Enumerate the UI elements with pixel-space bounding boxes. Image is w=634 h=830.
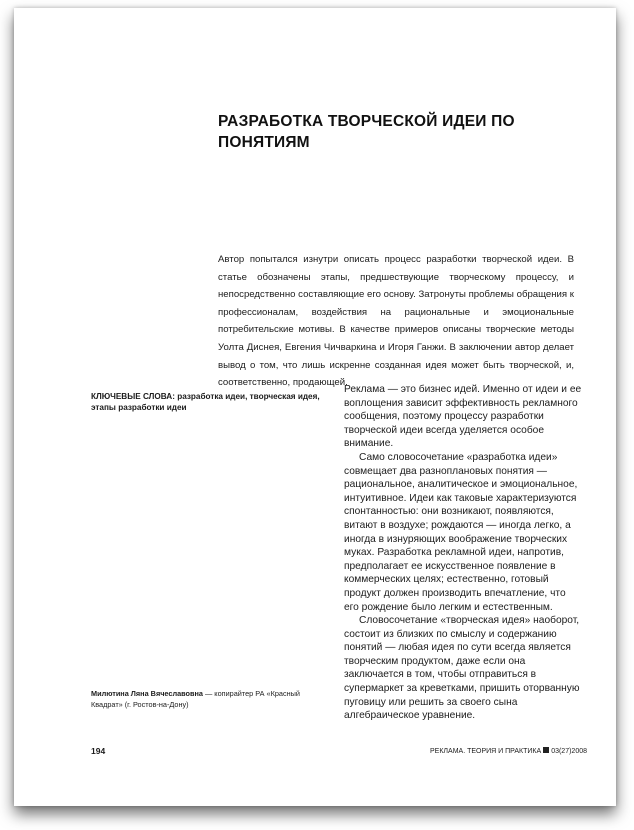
journal-issue: 03(27)2008	[551, 748, 587, 755]
keywords: КЛЮЧЕВЫЕ СЛОВА: разработка идеи, творческая идея, этапы разработки идеи	[91, 392, 320, 412]
body-paragraph: Само словосочетание «разработка идеи» совмещает два разноплановых понятия — рациональное, аналитическое и эмоциональное, интуитивное. Идеи как таковые характеризуются спонтанностью: они возникают, появляются, витают в воздухе; рождаются — иногда легко, а иногда в изнуряющих воображение творческих муках. Разработка рекламной идеи, напротив, предполагает ее искусственное появление в коммерческих целях; естественно, готовый продукт должен производить впечатление, что его рождение было легким и естественным.	[344, 451, 578, 613]
article-body	[344, 383, 582, 723]
body-paragraph: Реклама — это бизнес идей. Именно от идеи и ее воплощения зависит эффективность рекламного сообщения, поэтому процессу разработки творческой идеи всегда уделяется особое внимание.	[344, 384, 582, 450]
body-paragraph: Словосочетание «творческая идея» наоборот, состоит из близких по смыслу и содержанию понятий — любая идея по сути всегда является творческим продуктом, даже если она заключается в том, чтобы отправиться в супермаркет за креветками, пришить оторванную пуговицу или решить за своего сына алгебраическое уравнение.	[344, 615, 580, 722]
article-abstract: Автор попытался изнутри описать процесс разработки творческой идеи. В статье обозначены этапы, предшествующие творческому процессу, и непосредственно составляющие его основу. Затронуты проблемы обращения к профессионалам, воздействия на рациональные и эмоциональные потребительские мотивы. В качестве примеров описаны творческие методы Уолта Диснея, Евгения Чичваркина и Игоря Ганжи. В заключении автор делает вывод о том, что лишь искренне созданная идея может быть творческой, и, соответственно, продающей.	[218, 254, 574, 389]
author-note	[91, 688, 331, 710]
square-bullet-icon	[543, 747, 549, 753]
journal-name: РЕКЛАМА. ТЕОРИЯ И ПРАКТИКА	[430, 748, 542, 755]
author-info: — копирайтер РА «Красный Квадрат» (г. Ростов-на-Дону)	[91, 689, 300, 709]
journal-footer	[401, 747, 587, 755]
page-number: 194	[91, 746, 106, 756]
article-title: РАЗРАБОТКА ТВОРЧЕСКОЙ ИДЕИ ПО ПОНЯТИЯМ	[218, 113, 515, 151]
document-page	[14, 8, 616, 806]
author-name: Милютина Ляна Вячеславовна	[91, 689, 203, 698]
